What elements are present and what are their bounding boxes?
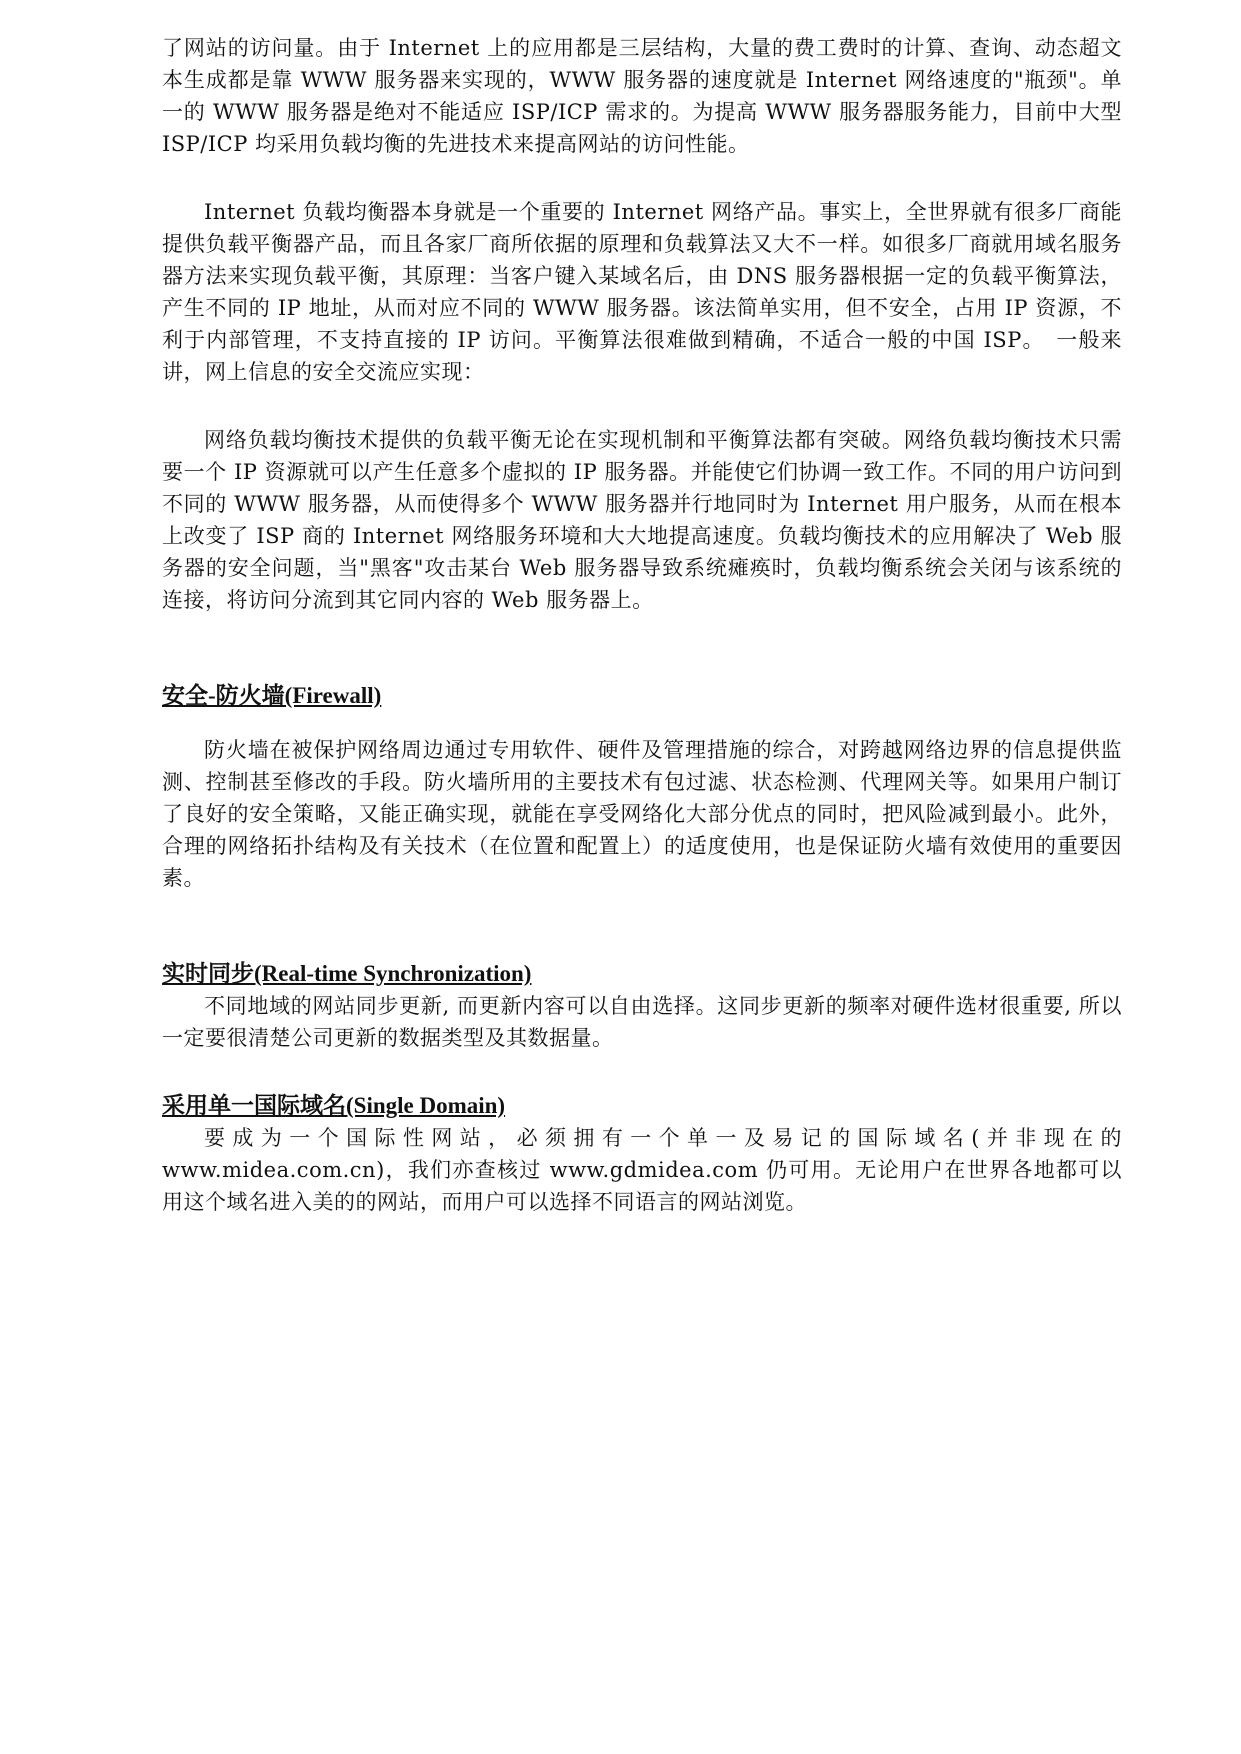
section-body-domain: 要成为一个国际性网站，必须拥有一个单一及易记的国际域名(并非现在的 www.midea.com.cn)，我们亦查核过 www.gdmidea.com 仍可用。无论用户在世界各地都可以用这个域名进入美的的网站，而用户可以选择不同语言的网站浏览。 bbox=[162, 1126, 1122, 1214]
paragraph-spacer bbox=[162, 160, 1122, 196]
section-body-sync: 不同地域的网站同步更新, 而更新内容可以自由选择。这同步更新的频率对硬件选材很重要, 所以一定要很清楚公司更新的数据类型及其数据量。 bbox=[162, 994, 1122, 1050]
section-heading-domain: 采用单一国际域名(Single Domain) bbox=[162, 1093, 506, 1118]
paragraph-network-load-balancing: 网络负载均衡技术提供的负载平衡无论在实现机制和平衡算法都有突破。网络负载均衡技术只需要一个 IP 资源就可以产生任意多个虚拟的 IP 服务器。并能使它们协调一致工作。不同的用户访问到不同的 WWW 服务器，从而使得多个 WWW 服务器并行地同时为 Internet 用户服务，从而在根本上改变了 ISP 商的 Internet 网络服务环境和大大地提高速度。负载均衡技术的应用解决了 Web 服务器的安全问题，当"黑客"攻击某台 Web 服务器导致系统瘫痪时，负载均衡系统会关闭与该系统的连接，将访问分流到其它同内容的 Web 服务器上。 bbox=[162, 428, 1122, 612]
section-heading-sync: 实时同步(Real-time Synchronization) bbox=[162, 961, 532, 986]
heading-spacer bbox=[162, 712, 1122, 734]
paragraph-load-balancer: Internet 负载均衡器本身就是一个重要的 Internet 网络产品。事实上，全世界就有很多厂商能提供负载平衡器产品，而且各家厂商所依据的原理和负载算法又大不一样。如很多厂商就用域名服务器方法来实现负载平衡，其原理：当客户键入某域名后，由 DNS 服务器根据一定的负载平衡算法，产生不同的 IP 地址，从而对应不同的 WWW 服务器。该法简单实用，但不安全，占用 IP 资源，不利于内部管理，不支持直接的 IP 访问。平衡算法很难做到精确，不适合一般的中国 ISP。 一般来讲，网上信息的安全交流应实现： bbox=[162, 200, 1122, 384]
document-page bbox=[162, 32, 1122, 1218]
paragraph-intro-continued: 了网站的访问量。由于 Internet 上的应用都是三层结构，大量的费工费时的计算、查询、动态超文本生成都是靠 WWW 服务器来实现的，WWW 服务器的速度就是 Internet 网络速度的"瓶颈"。单一的 WWW 服务器是绝对不能适应 ISP/ICP 需求的。为提高 WWW 服务器服务能力，目前中大型 ISP/ICP 均采用负载均衡的先进技术来提高网站的访问性能。 bbox=[162, 36, 1122, 156]
section-heading-firewall: 安全-防火墙(Firewall) bbox=[162, 683, 382, 708]
section-spacer bbox=[162, 894, 1122, 958]
section-spacer bbox=[162, 616, 1122, 680]
section-body-firewall: 防火墙在被保护网络周边通过专用软件、硬件及管理措施的综合，对跨越网络边界的信息提供监测、控制甚至修改的手段。防火墙所用的主要技术有包过滤、状态检测、代理网关等。如果用户制订了良好的安全策略，又能正确实现，就能在享受网络化大部分优点的同时，把风险减到最小。此外，合理的网络拓扑结构及有关技术（在位置和配置上）的适度使用，也是保证防火墙有效使用的重要因素。 bbox=[162, 738, 1122, 890]
section-spacer bbox=[162, 1054, 1122, 1090]
paragraph-spacer bbox=[162, 388, 1122, 424]
